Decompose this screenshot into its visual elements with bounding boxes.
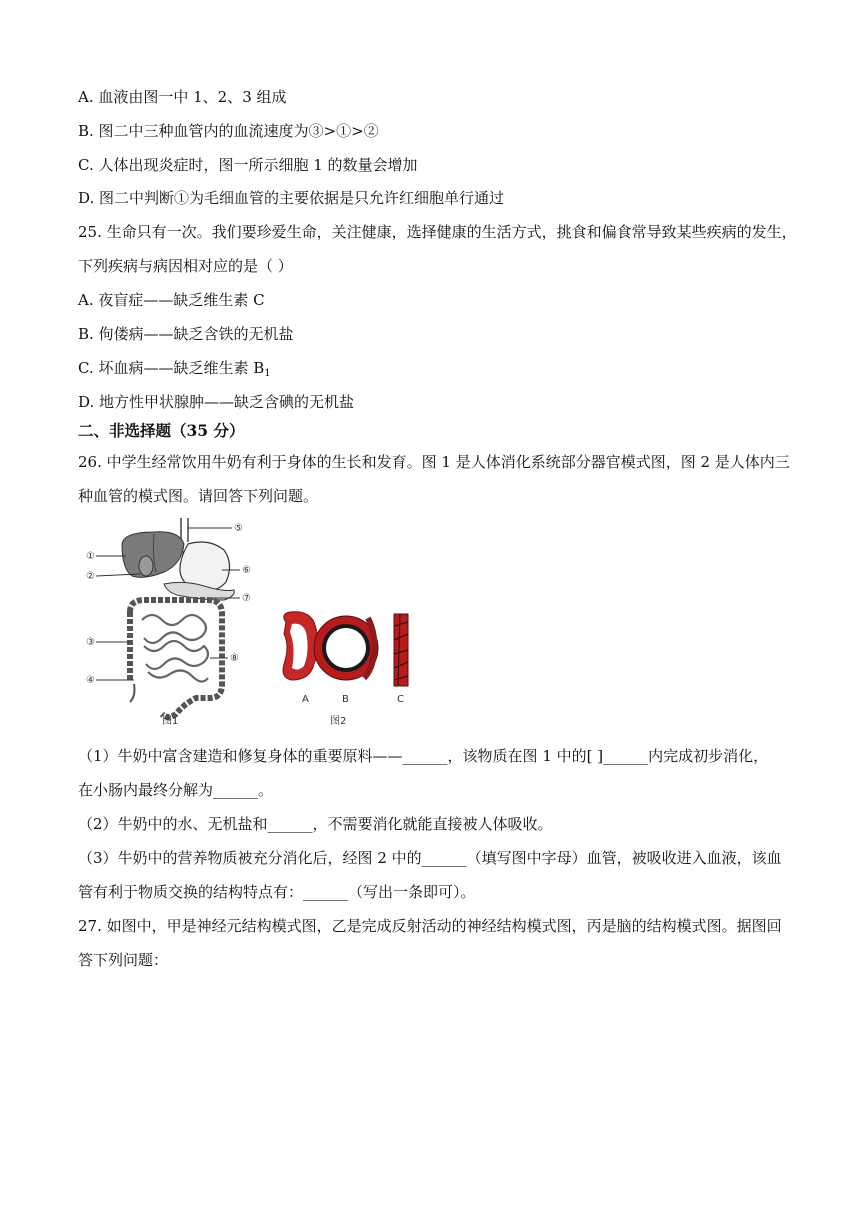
small-intestine-shape (142, 615, 208, 682)
figure1-caption: 图1 (162, 716, 179, 727)
vessel-c-shape (394, 614, 408, 686)
q25-option-c-subscript: 1 (264, 368, 271, 379)
q24-option-a: A. 血液由图一中 1、2、3 组成 (78, 88, 287, 106)
q25-option-c-text: C. 坏血病——缺乏维生素 B (78, 359, 265, 377)
q26-part1-line2: 在小肠内最终分解为______。 (78, 781, 274, 799)
vessel-label-b: B (342, 694, 349, 705)
label-2: ② (86, 571, 95, 582)
q25-option-b: B. 佝偻病——缺乏含铁的无机盐 (78, 325, 294, 343)
q25-option-c (78, 358, 271, 384)
q26-stem-line1: 26. 中学生经常饮用牛奶有利于身体的生长和发育。图 1 是人体消化系统部分器官模式图，图 2 是人体内三 (78, 453, 790, 471)
q24-option-d: D. 图二中判断①为毛细血管的主要依据是只允许红细胞单行通过 (78, 189, 505, 207)
q26-part3-line2: 管有利于物质交换的结构特点有：______（写出一条即可）。 (78, 883, 476, 901)
gallbladder-shape (139, 556, 153, 576)
label-7: ⑦ (242, 593, 251, 604)
label-4: ④ (86, 675, 95, 686)
q26-figure (84, 514, 424, 729)
label-5: ⑤ (234, 523, 243, 534)
q26-part2: （2）牛奶中的水、无机盐和______，不需要消化就能直接被人体吸收。 (78, 815, 553, 833)
q27-stem-line1: 27. 如图中，甲是神经元结构模式图，乙是完成反射活动的神经结构模式图，丙是脑的结构模式图。据图回 (78, 917, 782, 935)
digestive-and-vessel-diagram (84, 514, 424, 729)
q24-option-c: C. 人体出现炎症时，图一所示细胞 1 的数量会增加 (78, 156, 418, 174)
q25-option-a: A. 夜盲症——缺乏维生素 C (78, 291, 265, 309)
vessel-label-c: C (397, 694, 404, 705)
q25-option-d: D. 地方性甲状腺肿——缺乏含碘的无机盐 (78, 393, 355, 411)
label-3: ③ (86, 637, 95, 648)
section-title: 二、非选择题（35 分） (78, 421, 245, 440)
vessel-cross-section (283, 612, 378, 680)
figure2-caption: 图2 (330, 716, 347, 727)
q25-stem-line1: 25. 生命只有一次。我们要珍爱生命，关注健康，选择健康的生活方式，挑食和偏食常导致某些疾病的发生， (78, 223, 797, 241)
liver-shape (122, 532, 184, 578)
q27-stem-line2: 答下列问题： (78, 951, 169, 969)
label-1: ① (86, 551, 95, 562)
q26-stem-line2: 种血管的模式图。请回答下列问题。 (78, 487, 319, 505)
q24-option-b: B. 图二中三种血管内的血流速度为③>①>② (78, 122, 379, 140)
label-6: ⑥ (242, 565, 251, 576)
q26-part3-line1: （3）牛奶中的营养物质被充分消化后，经图 2 中的______（填写图中字母）血管，被吸收进入血液，该血 (78, 849, 782, 867)
vessel-label-a: A (302, 694, 309, 705)
label-8: ⑧ (230, 653, 239, 664)
q26-part1-line1: （1）牛奶中富含建造和修复身体的重要原料——______，该物质在图 1 中的[ ]______内完成初步消化， (78, 747, 769, 765)
q25-stem-line2: 下列疾病与病因相对应的是（ ） (78, 257, 293, 275)
